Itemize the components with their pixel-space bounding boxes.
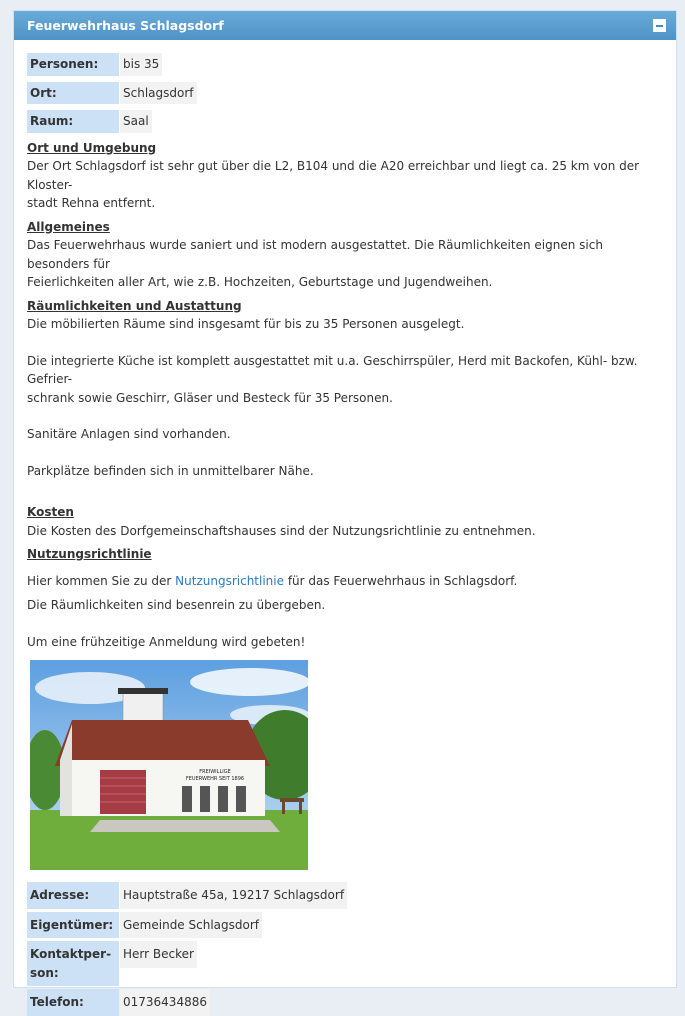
info-value: Herr Becker: [120, 941, 197, 968]
info-row-eigentuemer: [27, 912, 663, 939]
info-label: Eigentümer:: [27, 912, 119, 939]
info-label: Personen:: [27, 53, 119, 76]
station-sign-line1: FREIWILLIGE: [199, 769, 231, 775]
paragraph: Der Ort Schlagsdorf ist sehr gut über die L2, B104 und die A20 erreichbar und liegt ca. 25 km von der Kloster- stadt Rehna entfernt.: [27, 159, 640, 210]
section-heading-kosten: Kosten: [27, 505, 74, 519]
minus-icon[interactable]: [653, 19, 666, 32]
info-label: Raum:: [27, 110, 119, 133]
info-value: bis 35: [120, 53, 162, 76]
section-heading-nutzung: Nutzungsrichtlinie: [27, 547, 152, 561]
location-panel: [13, 10, 677, 1009]
info-row-kontaktperson: [27, 941, 663, 986]
section-heading-allgemeines: Allgemeines: [27, 219, 110, 234]
info-row-ort: [27, 82, 663, 105]
info-row-telefon: [27, 989, 663, 1016]
contact-info: [27, 882, 663, 1016]
info-value: Hauptstraße 45a, 19217 Schlagsdorf: [120, 882, 347, 909]
info-value: Gemeinde Schlagsdorf: [120, 912, 262, 939]
paragraph: Die integrierte Küche ist komplett ausgestattet mit u.a. Geschirrspüler, Herd mit Backofen, Kühl- bzw. Gefrier- schrank sowie Geschirr, Gläser und Besteck für 35 Personen.: [27, 353, 638, 405]
paragraph: Die möbilierten Räume sind insgesamt für bis zu 35 Personen ausgelegt.: [27, 317, 465, 331]
info-value: Schlagsdorf: [120, 82, 197, 105]
info-row-personen: [27, 53, 663, 76]
info-label: Adresse:: [27, 882, 119, 909]
paragraph: Um eine frühzeitige Anmeldung wird gebeten!: [27, 634, 306, 649]
fire-station-photo: [30, 660, 308, 870]
info-label: Telefon:: [27, 989, 119, 1016]
info-label: Kontaktper- son:: [27, 941, 119, 986]
panel-header[interactable]: [14, 11, 676, 40]
paragraph: Sanitäre Anlagen sind vorhanden.: [27, 427, 231, 441]
info-row-adresse: [27, 882, 663, 909]
paragraph: Die Räumlichkeiten sind besenrein zu übergeben.: [27, 598, 326, 612]
paragraph: Hier kommen Sie zu der Nutzungsrichtlinie für das Feuerwehrhaus in Schlagsdorf.: [27, 573, 518, 588]
info-label: Ort:: [27, 82, 119, 105]
paragraph: Die Kosten des Dorfgemeinschaftshauses sind der Nutzungsrichtlinie zu entnehmen.: [27, 523, 536, 538]
paragraph: Das Feuerwehrhaus wurde saniert und ist modern ausgestattet. Die Räumlichkeiten eignen sich besonders für Feierlichkeiten aller Art, wie z.B. Hochzeiten, Geburtstage und Jugendweihen.: [27, 238, 603, 289]
info-row-raum: [27, 110, 663, 133]
nutzungsrichtlinie-link[interactable]: Nutzungsrichtlinie: [175, 573, 284, 588]
info-value: 01736434886: [120, 989, 210, 1016]
panel-content: [14, 40, 676, 1016]
paragraph: Parkplätze befinden sich in unmittelbarer Nähe.: [27, 463, 314, 478]
station-sign-line2: FEUERWEHR SEIT 1896: [185, 776, 245, 782]
info-value: Saal: [120, 110, 152, 133]
section-heading-umgebung: Ort und Umgebung: [27, 140, 157, 155]
panel-title: Feuerwehrhaus Schlagsdorf: [27, 18, 224, 33]
section-heading-raeume: Räumlichkeiten und Austattung: [27, 298, 242, 313]
